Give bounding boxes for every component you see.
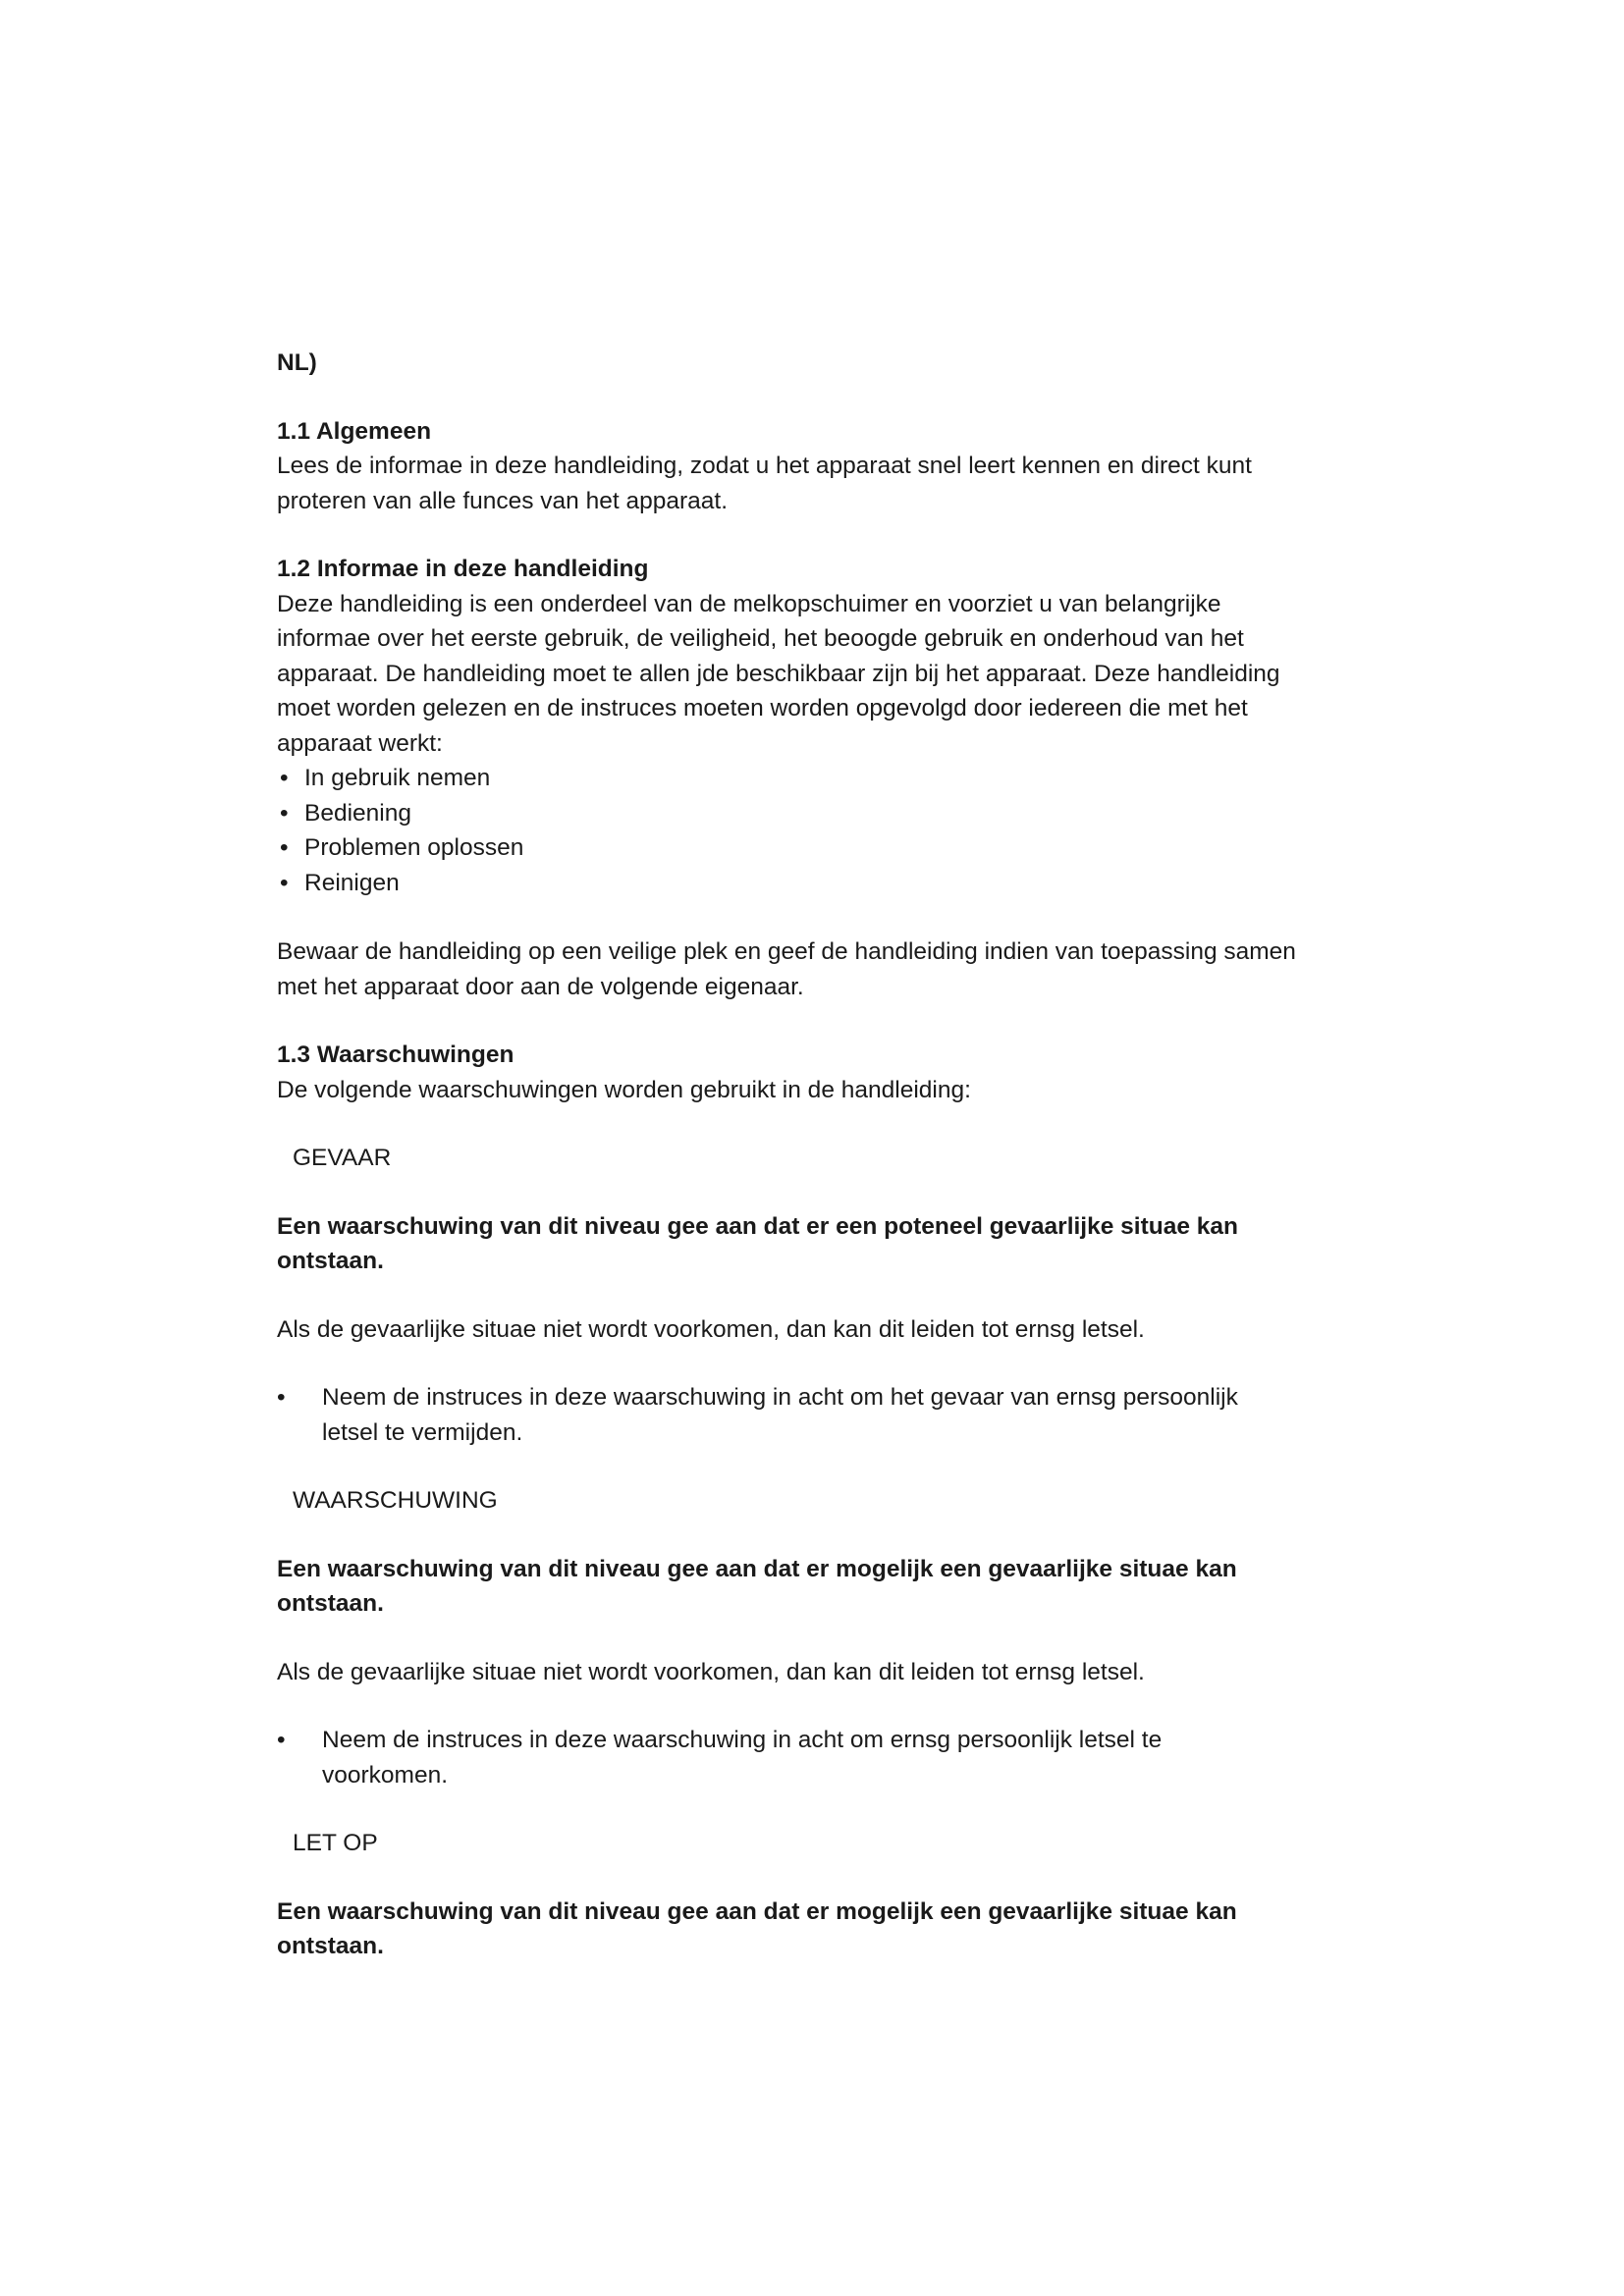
warning-label-warning: WAARSCHUWING	[293, 1487, 498, 1514]
warning-heading-line: ontstaan.	[277, 1590, 384, 1617]
warning-heading-line: ontstaan.	[277, 1248, 384, 1274]
document-page	[277, 346, 1357, 1998]
list-item-text: In gebruik nemen	[304, 765, 491, 791]
warning-bullet	[277, 1723, 1333, 1792]
warning-heading	[277, 1895, 1357, 1964]
paragraph-line: Deze handleiding is een onderdeel van de melkopschuimer en voorziet u van belangrijke	[277, 590, 1221, 617]
section-title-general: 1.1 Algemeen	[277, 417, 432, 445]
list-item-text: Problemen oplossen	[304, 834, 524, 861]
closing-paragraph	[277, 934, 1357, 1004]
section-manual-info	[277, 552, 1357, 1004]
warning-heading-line: Een waarschuwing van dit niveau gee aan dat er een poteneel gevaarlijke situae kan	[277, 1212, 1239, 1240]
bullet-icon: •	[277, 1384, 286, 1411]
warning-text: Als de gevaarlijke situae niet wordt voorkomen, dan kan dit leiden tot ernsg letsel.	[277, 1315, 1145, 1343]
bullet-list	[277, 761, 1357, 900]
warning-heading-line: Een waarschuwing van dit niveau gee aan dat er mogelijk een gevaarlijke situae kan	[277, 1555, 1237, 1582]
warning-label-danger: GEVAAR	[293, 1145, 392, 1171]
warning-bullet-line: voorkomen.	[322, 1761, 449, 1789]
section-general	[277, 414, 1357, 519]
list-item-text: Bediening	[304, 799, 411, 827]
paragraph-line: informae over het eerste gebruik, de veiligheid, het beoogde gebruik en onderhoud van het	[277, 625, 1244, 652]
list-item	[277, 866, 1357, 901]
warning-bullet-line: Neem de instruces in deze waarschuwing in acht om het gevaar van ernsg persoonlijk	[322, 1384, 1238, 1411]
warning-text: Als de gevaarlijke situae niet wordt voorkomen, dan kan dit leiden tot ernsg letsel.	[277, 1658, 1145, 1685]
bullet-icon: •	[280, 834, 289, 861]
list-item	[277, 761, 1357, 796]
bullet-icon: •	[280, 799, 289, 827]
warning-bullet-line: letsel te vermijden.	[322, 1418, 523, 1446]
paragraph-line: moet worden gelezen en de instruces moeten worden opgevolgd door iedereen die met het	[277, 695, 1248, 721]
section-title-warnings: 1.3 Waarschuwingen	[277, 1041, 514, 1068]
bullet-icon: •	[280, 765, 289, 791]
paragraph-line: met het apparaat door aan de volgende eigenaar.	[277, 973, 804, 1000]
list-item	[277, 796, 1357, 831]
list-item-text: Reinigen	[304, 869, 400, 896]
section-warnings	[277, 1038, 1357, 1964]
section-title-manual-info: 1.2 Informae in deze handleiding	[277, 556, 649, 582]
warning-label-caution: LET OP	[293, 1830, 378, 1856]
bullet-icon: •	[277, 1727, 286, 1753]
warning-heading-line: ontstaan.	[277, 1933, 384, 1959]
paragraph-line: Bewaar de handleiding op een veilige plek en geef de handleiding indien van toepassing samen	[277, 938, 1296, 965]
bullet-icon: •	[280, 869, 289, 896]
paragraph-line: proteren van alle funces van het apparaat.	[277, 487, 729, 514]
list-item	[277, 830, 1357, 866]
warning-heading	[277, 1209, 1357, 1279]
warning-bullet-line: Neem de instruces in deze waarschuwing in acht om ernsg persoonlijk letsel te	[322, 1727, 1163, 1753]
paragraph-line: apparaat werkt:	[277, 729, 443, 757]
paragraph-line: apparaat. De handleiding moet te allen jde beschikbaar zijn bij het apparaat. Deze handleiding	[277, 660, 1280, 687]
paragraph-line: Lees de informae in deze handleiding, zodat u het apparaat snel leert kennen en direct kunt	[277, 453, 1252, 479]
warning-bullet	[277, 1380, 1333, 1450]
warning-heading-line: Een waarschuwing van dit niveau gee aan dat er mogelijk een gevaarlijke situae kan	[277, 1897, 1237, 1925]
warning-heading	[277, 1552, 1357, 1622]
language-marker: NL)	[277, 349, 317, 376]
section-intro: De volgende waarschuwingen worden gebruikt in de handleiding:	[277, 1076, 971, 1103]
